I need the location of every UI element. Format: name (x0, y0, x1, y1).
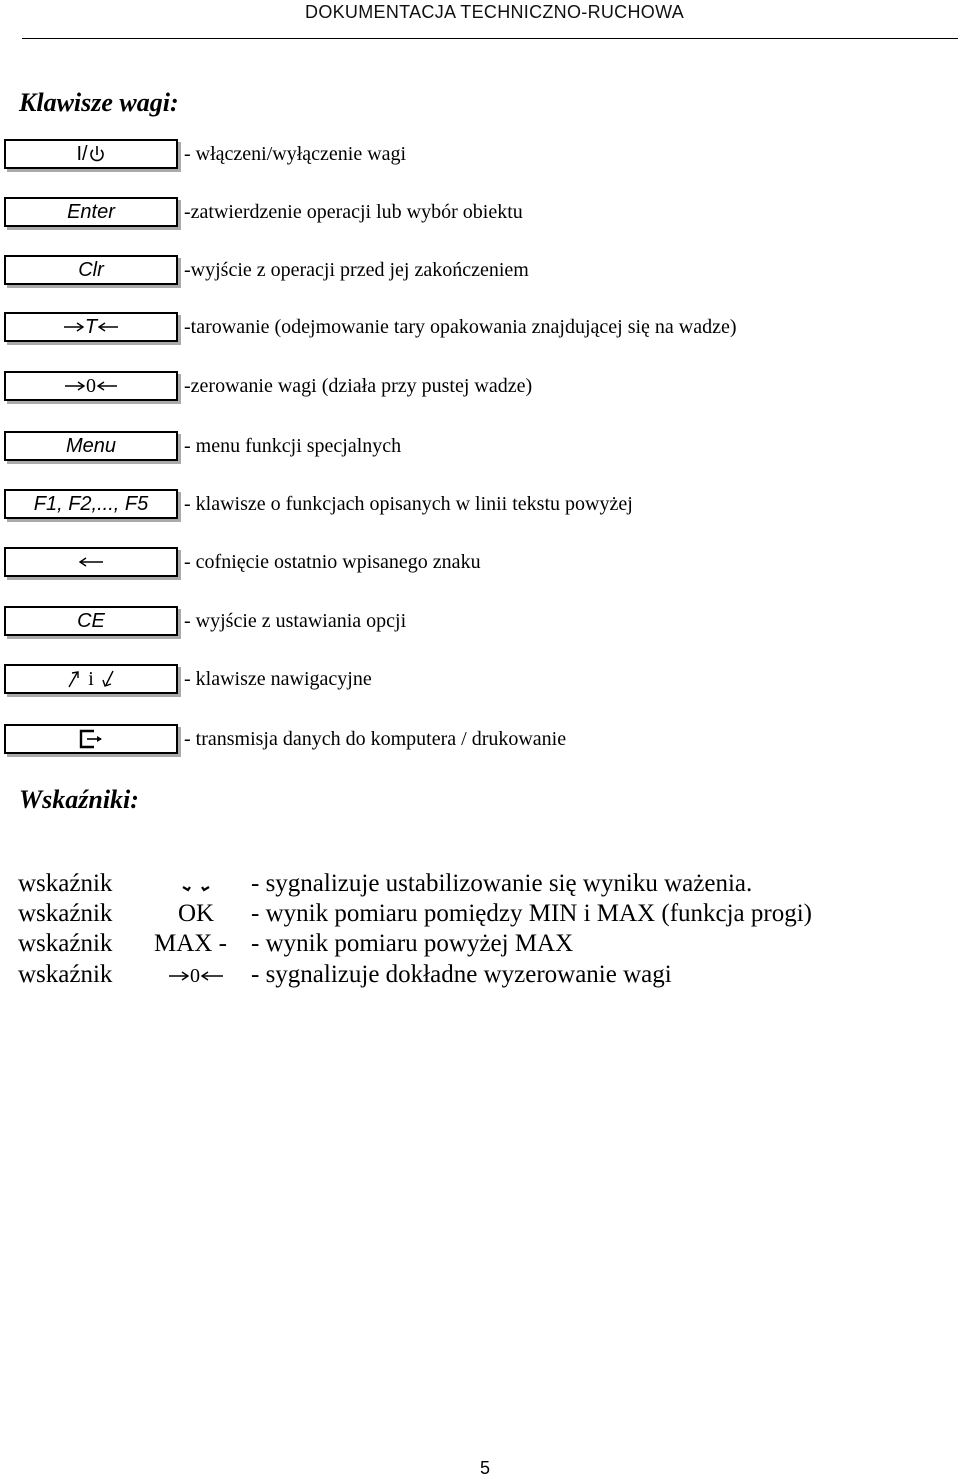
key-row-menu (4, 431, 904, 461)
indicator-symbol: MAX - (154, 930, 227, 957)
key-label: T (84, 315, 98, 338)
key-navigation[interactable] (4, 664, 178, 694)
key-description: -tarowanie (odejmowanie tary opakowania znajdującej się na wadze) (184, 316, 737, 338)
key-row-clr (4, 255, 904, 285)
stability-icon (181, 878, 211, 892)
key-row-ce (4, 606, 904, 636)
indicator-word: wskaźnik (18, 930, 113, 957)
key-label: Enter (67, 200, 115, 223)
key-row-backspace (4, 547, 904, 577)
key-label: 0 (86, 374, 96, 397)
indicator-description: - sygnalizuje dokładne wyzerowanie wagi (251, 961, 672, 988)
key-description: - transmisja danych do komputera / drukowanie (184, 728, 567, 750)
key-menu[interactable] (4, 431, 178, 461)
key-zero[interactable] (4, 371, 178, 401)
arrow-left-icon (200, 969, 224, 983)
indicator-word: wskaźnik (18, 870, 113, 897)
key-row-transmit (4, 724, 904, 754)
key-label: Clr (78, 258, 104, 281)
key-description: -zerowanie wagi (działa przy pustej wadze) (184, 375, 533, 397)
keys-section-title: Klawisze wagi: (19, 88, 179, 117)
indicator-symbol-text: 0 (190, 965, 200, 987)
key-function[interactable] (4, 489, 178, 519)
indicator-row-max (18, 929, 918, 959)
key-description: - klawisze nawigacyjne (184, 668, 372, 690)
indicator-word: wskaźnik (18, 900, 113, 927)
arrow-left-icon (97, 320, 119, 334)
page-number: 5 (480, 1458, 491, 1478)
arrow-right-icon (168, 969, 190, 983)
key-row-enter (4, 197, 904, 227)
transmit-icon (78, 728, 104, 750)
arrow-down-icon (100, 670, 116, 688)
key-label: I/ (76, 142, 88, 165)
key-row-function-keys (4, 489, 904, 519)
indicators-section-title: Wskaźniki: (19, 785, 139, 814)
key-backspace[interactable] (4, 547, 178, 577)
key-label: Menu (65, 434, 117, 457)
indicator-word: wskaźnik (18, 961, 113, 988)
indicator-symbol (152, 960, 240, 991)
key-row-zero (4, 371, 904, 401)
arrow-left-icon (78, 555, 104, 569)
header-divider (22, 38, 958, 39)
key-transmit[interactable] (4, 724, 178, 754)
key-description: - klawisze o funkcjach opisanych w linii tekstu powyżej (184, 493, 633, 515)
indicator-description: - wynik pomiaru powyżej MAX (251, 930, 574, 957)
arrow-right-icon (64, 379, 86, 393)
key-ce[interactable] (4, 606, 178, 636)
key-description: - włączeni/wyłączenie wagi (184, 143, 407, 165)
arrow-right-icon (63, 320, 85, 334)
indicator-row-zero (18, 960, 918, 990)
arrow-left-icon (96, 379, 118, 393)
key-description: - wyjście z ustawiania opcji (184, 610, 407, 632)
indicator-symbol (152, 869, 240, 899)
page-header (0, 0, 960, 40)
key-description: -zatwierdzenie operacji lub wybór obiektu (184, 201, 523, 223)
indicator-description: - sygnalizuje ustabilizowanie się wyniku ważenia. (251, 870, 753, 897)
key-row-tare (4, 312, 904, 342)
indicator-row-stability (18, 869, 918, 899)
key-description: - cofnięcie ostatnio wpisanego znaku (184, 551, 481, 573)
key-description: -wyjście z operacji przed jej zakończeniem (184, 259, 529, 281)
key-clr[interactable] (4, 255, 178, 285)
arrow-up-icon (66, 670, 82, 688)
document-title: DOKUMENTACJA TECHNICZNO-RUCHOWA (305, 2, 684, 22)
key-label: i (88, 667, 94, 690)
key-label: F1, F2,..., F5 (33, 492, 149, 515)
key-row-power (4, 139, 904, 169)
key-description: - menu funkcji specjalnych (184, 435, 402, 457)
indicator-description: - wynik pomiaru pomiędzy MIN i MAX (funkcja progi) (251, 900, 812, 927)
key-power[interactable] (4, 139, 178, 169)
indicator-row-ok (18, 899, 918, 929)
key-row-navigation (4, 664, 904, 694)
key-enter[interactable] (4, 197, 178, 227)
power-icon (88, 144, 106, 164)
indicator-symbol: OK (177, 900, 215, 927)
key-label: CE (77, 609, 105, 632)
key-tare[interactable] (4, 312, 178, 342)
